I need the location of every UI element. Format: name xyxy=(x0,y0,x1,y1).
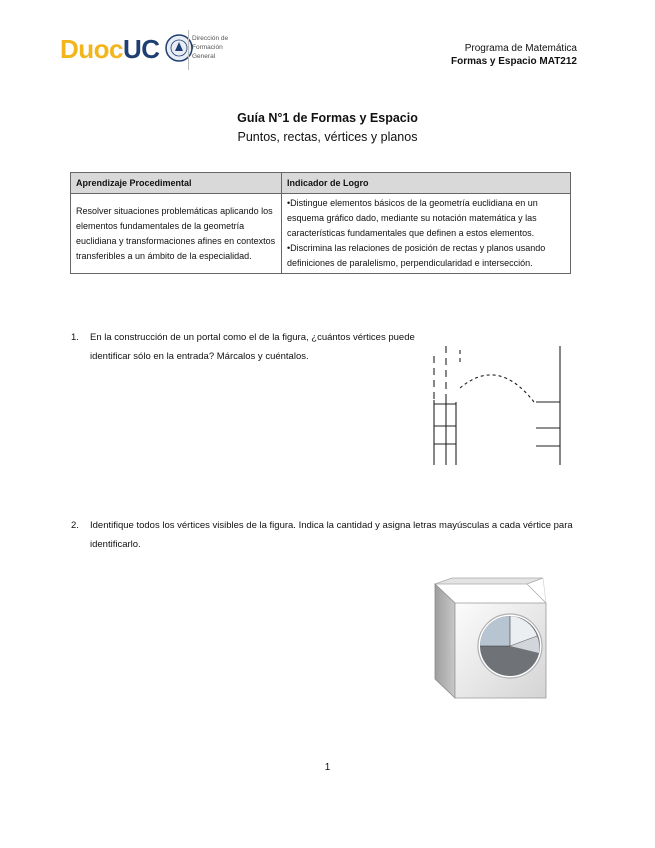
aprendizaje-cell: Resolver situaciones problemáticas aplicando los elementos fundamentales de la geometría euclidiana y transformaciones afines en contextos transferibles a un ámbito de la especialidad. xyxy=(71,194,282,274)
question-1 xyxy=(71,328,431,368)
uc-seal-icon xyxy=(164,33,194,63)
objectives-table xyxy=(70,172,571,274)
question-text: En la construcción de un portal como el de la figura, ¿cuántos vértices puede identificar sólo en la entrada? Márcalos y cuéntalos. xyxy=(90,332,415,362)
page-number: 1 xyxy=(324,762,331,773)
indicador-bullet: •Discrimina las relaciones de posición de rectas y planos usando definiciones de paralelismo, perpendicularidad e intersección. xyxy=(287,243,546,268)
logo-uc-text: UC xyxy=(123,34,160,64)
question-number: 1. xyxy=(71,332,79,343)
page-title: Guía N°1 de Formas y Espacio xyxy=(237,111,418,125)
logo-line: Dirección de xyxy=(192,35,229,42)
page-subtitle: Puntos, rectas, vértices y planos xyxy=(237,130,418,144)
box-side-face xyxy=(435,584,455,698)
table-header-row xyxy=(71,173,571,194)
logo-subtitle xyxy=(192,34,252,61)
portal-figure xyxy=(428,342,568,467)
box-with-hole-figure xyxy=(425,576,555,706)
col-header-aprendizaje: Aprendizaje Procedimental xyxy=(71,173,282,194)
question-number: 2. xyxy=(71,520,79,531)
table-row xyxy=(71,194,571,274)
duoc-uc-logo xyxy=(60,30,240,70)
indicador-cell xyxy=(282,194,571,274)
question-text: Identifique todos los vértices visibles de la figura. Indica la cantidad y asigna letras mayúsculas a cada vértice para identificarlo. xyxy=(90,520,573,550)
program-name: Programa de Matemática xyxy=(464,43,577,54)
header-course-info xyxy=(451,42,577,68)
logo-wordmark xyxy=(60,34,160,65)
logo-line: General xyxy=(192,53,216,60)
col-header-indicador: Indicador de Logro xyxy=(282,173,571,194)
course-name: Formas y Espacio MAT212 xyxy=(451,56,577,67)
box-top-face xyxy=(435,578,543,584)
question-2 xyxy=(71,516,591,556)
logo-divider xyxy=(188,30,189,70)
indicador-bullet: •Distingue elementos básicos de la geometría euclidiana en un esquema gráfico dado, mediante su notación matemática y las características fundamentales que definen a estos elementos. xyxy=(287,198,538,238)
logo-duoc-text: Duoc xyxy=(60,34,123,64)
logo-line: Formación xyxy=(192,44,223,51)
